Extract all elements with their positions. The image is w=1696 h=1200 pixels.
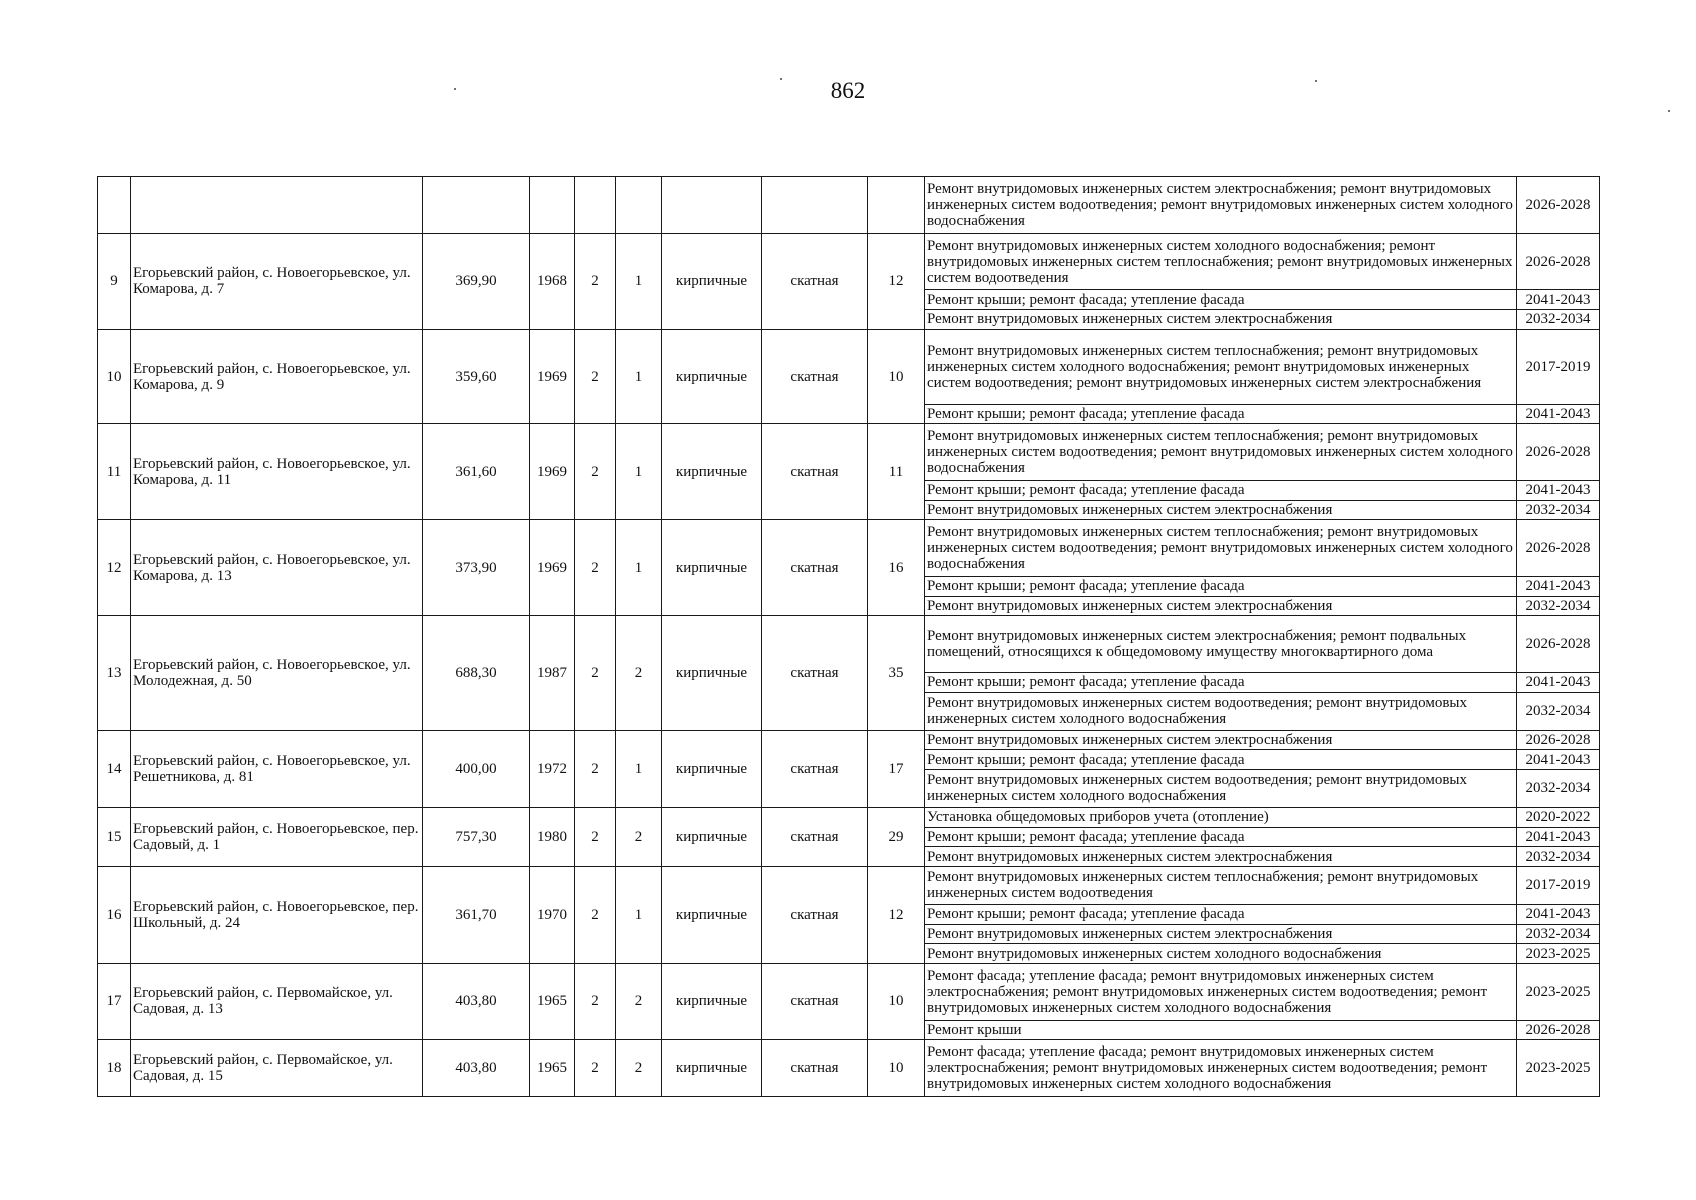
table-row [98, 616, 1600, 673]
apartments-cell: 16 [868, 520, 925, 616]
address-cell: Егорьевский район, с. Первомайское, ул. Садовая, д. 15 [131, 1040, 423, 1097]
row-number: 10 [98, 329, 131, 424]
floors-cell: 2 [575, 808, 616, 867]
floors-cell: 2 [575, 329, 616, 424]
empty-cell [131, 177, 423, 234]
address-cell: Егорьевский район, с. Новоегорьевское, ул. Комарова, д. 11 [131, 424, 423, 520]
apartments-cell: 12 [868, 233, 925, 329]
year-cell: 1965 [530, 1040, 575, 1097]
work-description: Ремонт внутридомовых инженерных систем теплоснабжения; ремонт внутридомовых инженерных систем водоотведения; ремонт внутридомовых инженерных систем холодного водоснабжения [925, 424, 1517, 481]
work-period: 2026-2028 [1517, 424, 1600, 481]
wall-material-cell: кирпичные [662, 963, 762, 1039]
work-period: 2026-2028 [1517, 177, 1600, 234]
work-description: Ремонт крыши; ремонт фасада; утепление фасада [925, 827, 1517, 847]
roof-type-cell: скатная [762, 963, 868, 1039]
year-cell: 1969 [530, 424, 575, 520]
work-period: 2032-2034 [1517, 924, 1600, 944]
work-period: 2032-2034 [1517, 596, 1600, 616]
apartments-cell: 17 [868, 730, 925, 807]
empty-cell [868, 177, 925, 234]
entrances-cell: 2 [616, 616, 662, 730]
roof-type-cell: скатная [762, 616, 868, 730]
entrances-cell: 1 [616, 424, 662, 520]
empty-cell [423, 177, 530, 234]
address-cell: Егорьевский район, с. Новоегорьевское, ул. Молодежная, д. 50 [131, 616, 423, 730]
floors-cell: 2 [575, 963, 616, 1039]
table-row [98, 424, 1600, 481]
work-period: 2017-2019 [1517, 866, 1600, 904]
work-description: Ремонт внутридомовых инженерных систем теплоснабжения; ремонт внутридомовых инженерных систем холодного водоснабжения; ремонт внутридомовых инженерных систем водоотведения; ремонт внутридомовых инженерных систем электроснабжения [925, 329, 1517, 404]
wall-material-cell: кирпичные [662, 424, 762, 520]
table-row [98, 963, 1600, 1020]
roof-type-cell: скатная [762, 808, 868, 867]
row-number: 11 [98, 424, 131, 520]
wall-material-cell: кирпичные [662, 1040, 762, 1097]
wall-material-cell: кирпичные [662, 866, 762, 963]
empty-cell [530, 177, 575, 234]
work-description: Ремонт внутридомовых инженерных систем холодного водоснабжения; ремонт внутридомовых инженерных систем теплоснабжения; ремонт внутридомовых инженерных систем водоотведения [925, 233, 1517, 290]
row-number: 16 [98, 866, 131, 963]
table-row [98, 730, 1600, 750]
work-description: Ремонт крыши; ремонт фасада; утепление фасада [925, 404, 1517, 424]
year-cell: 1987 [530, 616, 575, 730]
year-cell: 1969 [530, 520, 575, 616]
row-number: 9 [98, 233, 131, 329]
work-description: Ремонт крыши; ремонт фасада; утепление фасада [925, 577, 1517, 597]
work-description: Ремонт фасада; утепление фасада; ремонт внутридомовых инженерных систем электроснабжения; ремонт внутридомовых инженерных систем водоотведения; ремонт внутридомовых инженерных систем холодного водоснабжения [925, 963, 1517, 1020]
roof-type-cell: скатная [762, 329, 868, 424]
area-cell: 688,30 [423, 616, 530, 730]
work-period: 2041-2043 [1517, 827, 1600, 847]
empty-cell [616, 177, 662, 234]
work-period: 2020-2022 [1517, 808, 1600, 828]
entrances-cell: 1 [616, 730, 662, 807]
work-period: 2032-2034 [1517, 847, 1600, 867]
table-row [98, 520, 1600, 577]
year-cell: 1965 [530, 963, 575, 1039]
empty-cell [662, 177, 762, 234]
work-description: Ремонт внутридомовых инженерных систем электроснабжения [925, 730, 1517, 750]
floors-cell: 2 [575, 616, 616, 730]
entrances-cell: 2 [616, 1040, 662, 1097]
work-period: 2026-2028 [1517, 730, 1600, 750]
address-cell: Егорьевский район, с. Новоегорьевское, ул. Комарова, д. 13 [131, 520, 423, 616]
work-description: Ремонт внутридомовых инженерных систем электроснабжения [925, 500, 1517, 520]
area-cell: 373,90 [423, 520, 530, 616]
area-cell: 757,30 [423, 808, 530, 867]
work-period: 2026-2028 [1517, 1020, 1600, 1040]
floors-cell: 2 [575, 866, 616, 963]
work-period: 2041-2043 [1517, 290, 1600, 310]
work-period: 2017-2019 [1517, 329, 1600, 404]
apartments-cell: 10 [868, 963, 925, 1039]
roof-type-cell: скатная [762, 233, 868, 329]
page-number: 862 [830, 78, 866, 103]
table-body [98, 177, 1600, 1097]
apartments-cell: 12 [868, 866, 925, 963]
work-period: 2041-2043 [1517, 750, 1600, 770]
row-number: 13 [98, 616, 131, 730]
apartments-cell: 11 [868, 424, 925, 520]
work-description: Ремонт внутридомовых инженерных систем холодного водоснабжения [925, 944, 1517, 964]
address-cell: Егорьевский район, с. Первомайское, ул. Садовая, д. 13 [131, 963, 423, 1039]
work-description: Ремонт внутридомовых инженерных систем электроснабжения; ремонт подвальных помещений, относящихся к общедомовому имуществу многоквартирного дома [925, 616, 1517, 673]
apartments-cell: 35 [868, 616, 925, 730]
work-period: 2032-2034 [1517, 769, 1600, 807]
table-row [98, 866, 1600, 904]
work-period: 2041-2043 [1517, 672, 1600, 692]
work-description: Установка общедомовых приборов учета (отопление) [925, 808, 1517, 828]
repair-schedule-table [97, 176, 1600, 1097]
empty-cell [575, 177, 616, 234]
work-period: 2041-2043 [1517, 404, 1600, 424]
work-description: Ремонт внутридомовых инженерных систем электроснабжения [925, 924, 1517, 944]
year-cell: 1968 [530, 233, 575, 329]
entrances-cell: 2 [616, 808, 662, 867]
area-cell: 369,90 [423, 233, 530, 329]
work-period: 2026-2028 [1517, 616, 1600, 673]
scan-speck [780, 78, 782, 80]
work-period: 2023-2025 [1517, 1040, 1600, 1097]
work-description: Ремонт внутридомовых инженерных систем теплоснабжения; ремонт внутридомовых инженерных систем водоотведения; ремонт внутридомовых инженерных систем холодного водоснабжения [925, 520, 1517, 577]
work-period: 2032-2034 [1517, 500, 1600, 520]
roof-type-cell: скатная [762, 730, 868, 807]
work-period: 2026-2028 [1517, 520, 1600, 577]
floors-cell: 2 [575, 424, 616, 520]
row-number: 17 [98, 963, 131, 1039]
work-description: Ремонт фасада; утепление фасада; ремонт внутридомовых инженерных систем электроснабжения; ремонт внутридомовых инженерных систем водоотведения; ремонт внутридомовых инженерных систем холодного водоснабжения [925, 1040, 1517, 1097]
area-cell: 403,80 [423, 1040, 530, 1097]
entrances-cell: 1 [616, 233, 662, 329]
work-period: 2032-2034 [1517, 309, 1600, 329]
area-cell: 359,60 [423, 329, 530, 424]
scan-speck [1668, 110, 1670, 112]
address-cell: Егорьевский район, с. Новоегорьевское, ул. Комарова, д. 7 [131, 233, 423, 329]
table-row [98, 808, 1600, 828]
area-cell: 361,70 [423, 866, 530, 963]
address-cell: Егорьевский район, с. Новоегорьевское, пер. Школьный, д. 24 [131, 866, 423, 963]
roof-type-cell: скатная [762, 424, 868, 520]
work-period: 2026-2028 [1517, 233, 1600, 290]
row-number: 18 [98, 1040, 131, 1097]
work-description: Ремонт крыши; ремонт фасада; утепление фасада [925, 750, 1517, 770]
work-description: Ремонт внутридомовых инженерных систем электроснабжения; ремонт внутридомовых инженерных систем водоотведения; ремонт внутридомовых инженерных систем холодного водоснабжения [925, 177, 1517, 234]
row-number: 14 [98, 730, 131, 807]
work-description: Ремонт внутридомовых инженерных систем электроснабжения [925, 309, 1517, 329]
table-row [98, 177, 1600, 234]
scan-speck [454, 88, 456, 90]
work-description: Ремонт внутридомовых инженерных систем электроснабжения [925, 847, 1517, 867]
roof-type-cell: скатная [762, 866, 868, 963]
entrances-cell: 1 [616, 866, 662, 963]
work-period: 2023-2025 [1517, 944, 1600, 964]
work-description: Ремонт внутридомовых инженерных систем теплоснабжения; ремонт внутридомовых инженерных систем водоотведения [925, 866, 1517, 904]
entrances-cell: 2 [616, 963, 662, 1039]
table-row [98, 329, 1600, 404]
work-description: Ремонт крыши; ремонт фасада; утепление фасада [925, 290, 1517, 310]
floors-cell: 2 [575, 233, 616, 329]
year-cell: 1980 [530, 808, 575, 867]
entrances-cell: 1 [616, 329, 662, 424]
address-cell: Егорьевский район, с. Новоегорьевское, пер. Садовый, д. 1 [131, 808, 423, 867]
apartments-cell: 29 [868, 808, 925, 867]
work-period: 2023-2025 [1517, 963, 1600, 1020]
roof-type-cell: скатная [762, 1040, 868, 1097]
year-cell: 1969 [530, 329, 575, 424]
wall-material-cell: кирпичные [662, 520, 762, 616]
work-description: Ремонт крыши [925, 1020, 1517, 1040]
row-number: 15 [98, 808, 131, 867]
year-cell: 1970 [530, 866, 575, 963]
row-number: 12 [98, 520, 131, 616]
work-description: Ремонт крыши; ремонт фасада; утепление фасада [925, 481, 1517, 501]
work-description: Ремонт внутридомовых инженерных систем электроснабжения [925, 596, 1517, 616]
work-period: 2041-2043 [1517, 481, 1600, 501]
empty-cell [762, 177, 868, 234]
work-period: 2041-2043 [1517, 577, 1600, 597]
area-cell: 403,80 [423, 963, 530, 1039]
area-cell: 361,60 [423, 424, 530, 520]
year-cell: 1972 [530, 730, 575, 807]
table-row [98, 233, 1600, 290]
wall-material-cell: кирпичные [662, 616, 762, 730]
floors-cell: 2 [575, 1040, 616, 1097]
apartments-cell: 10 [868, 329, 925, 424]
work-description: Ремонт внутридомовых инженерных систем водоотведения; ремонт внутридомовых инженерных систем холодного водоснабжения [925, 769, 1517, 807]
floors-cell: 2 [575, 730, 616, 807]
floors-cell: 2 [575, 520, 616, 616]
area-cell: 400,00 [423, 730, 530, 807]
entrances-cell: 1 [616, 520, 662, 616]
work-description: Ремонт крыши; ремонт фасада; утепление фасада [925, 672, 1517, 692]
work-period: 2032-2034 [1517, 692, 1600, 730]
scan-speck [1315, 80, 1317, 82]
wall-material-cell: кирпичные [662, 808, 762, 867]
work-description: Ремонт внутридомовых инженерных систем водоотведения; ремонт внутридомовых инженерных систем холодного водоснабжения [925, 692, 1517, 730]
table-row [98, 1040, 1600, 1097]
work-period: 2041-2043 [1517, 905, 1600, 925]
address-cell: Егорьевский район, с. Новоегорьевское, ул. Решетникова, д. 81 [131, 730, 423, 807]
apartments-cell: 10 [868, 1040, 925, 1097]
wall-material-cell: кирпичные [662, 730, 762, 807]
wall-material-cell: кирпичные [662, 329, 762, 424]
empty-cell [98, 177, 131, 234]
roof-type-cell: скатная [762, 520, 868, 616]
wall-material-cell: кирпичные [662, 233, 762, 329]
address-cell: Егорьевский район, с. Новоегорьевское, ул. Комарова, д. 9 [131, 329, 423, 424]
work-description: Ремонт крыши; ремонт фасада; утепление фасада [925, 905, 1517, 925]
